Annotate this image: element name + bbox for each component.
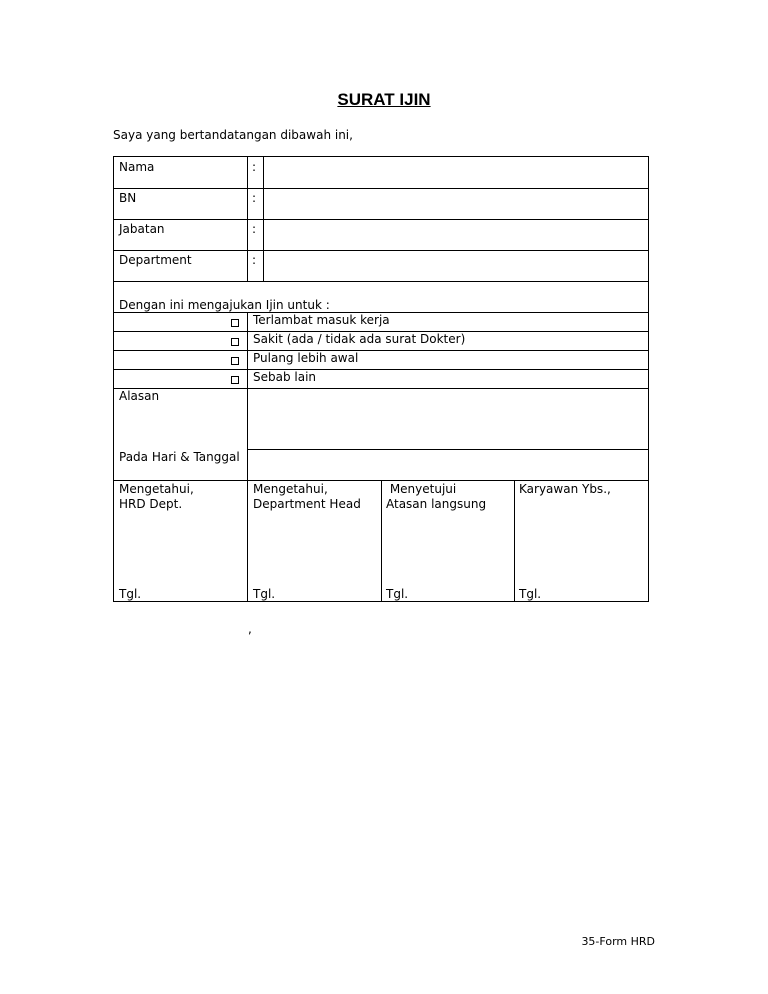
date-label: Pada Hari & Tanggal [119,450,240,464]
row-divider [114,281,648,282]
signature-employee-date: Tgl. [519,587,542,601]
option-leave-early: Pulang lebih awal [253,351,359,365]
form-code-footer: 35-Form HRD [581,935,655,948]
checkbox-late[interactable] [231,319,239,327]
field-colon: : [252,222,257,236]
stray-comma: , [248,622,252,636]
row-divider [114,219,648,220]
column-divider [263,157,264,281]
signature-hrd-dept: HRD Dept. [119,497,183,511]
column-divider [247,312,248,601]
signature-head-title: Mengetahui, [253,482,328,496]
signature-supervisor-role: Atasan langsung [386,497,487,511]
signature-head-date: Tgl. [253,587,276,601]
field-colon: : [252,160,257,174]
row-divider [114,250,648,251]
option-sick: Sakit (ada / tidak ada surat Dokter) [253,332,466,346]
row-divider [114,388,648,389]
field-label-department: Department [119,253,192,267]
option-late: Terlambat masuk kerja [253,313,390,327]
row-divider [114,188,648,189]
field-colon: : [252,253,257,267]
row-divider [114,350,648,351]
permission-form [113,156,649,602]
request-line: Dengan ini mengajukan Ijin untuk : [119,298,330,312]
field-colon: : [252,191,257,205]
option-other: Sebab lain [253,370,317,384]
field-label-bn: BN [119,191,137,205]
field-label-nama: Nama [119,160,155,174]
signature-employee-title: Karyawan Ybs., [519,482,611,496]
reason-label: Alasan [119,389,160,403]
signature-hrd-title: Mengetahui, [119,482,194,496]
field-label-jabatan: Jabatan [119,222,165,236]
signature-supervisor-title: Menyetujui [386,482,457,496]
column-divider [514,480,515,601]
checkbox-other[interactable] [231,376,239,384]
column-divider [247,157,248,281]
signature-hrd-date: Tgl. [119,587,142,601]
row-divider [114,369,648,370]
checkbox-leave-early[interactable] [231,357,239,365]
column-divider [381,480,382,601]
signature-supervisor-date: Tgl. [386,587,409,601]
intro-text: Saya yang bertandatangan dibawah ini, [113,128,353,142]
checkbox-sick[interactable] [231,338,239,346]
row-divider [248,449,648,450]
signature-head-dept: Department Head [253,497,361,511]
document-title: SURAT IJIN [337,90,431,109]
